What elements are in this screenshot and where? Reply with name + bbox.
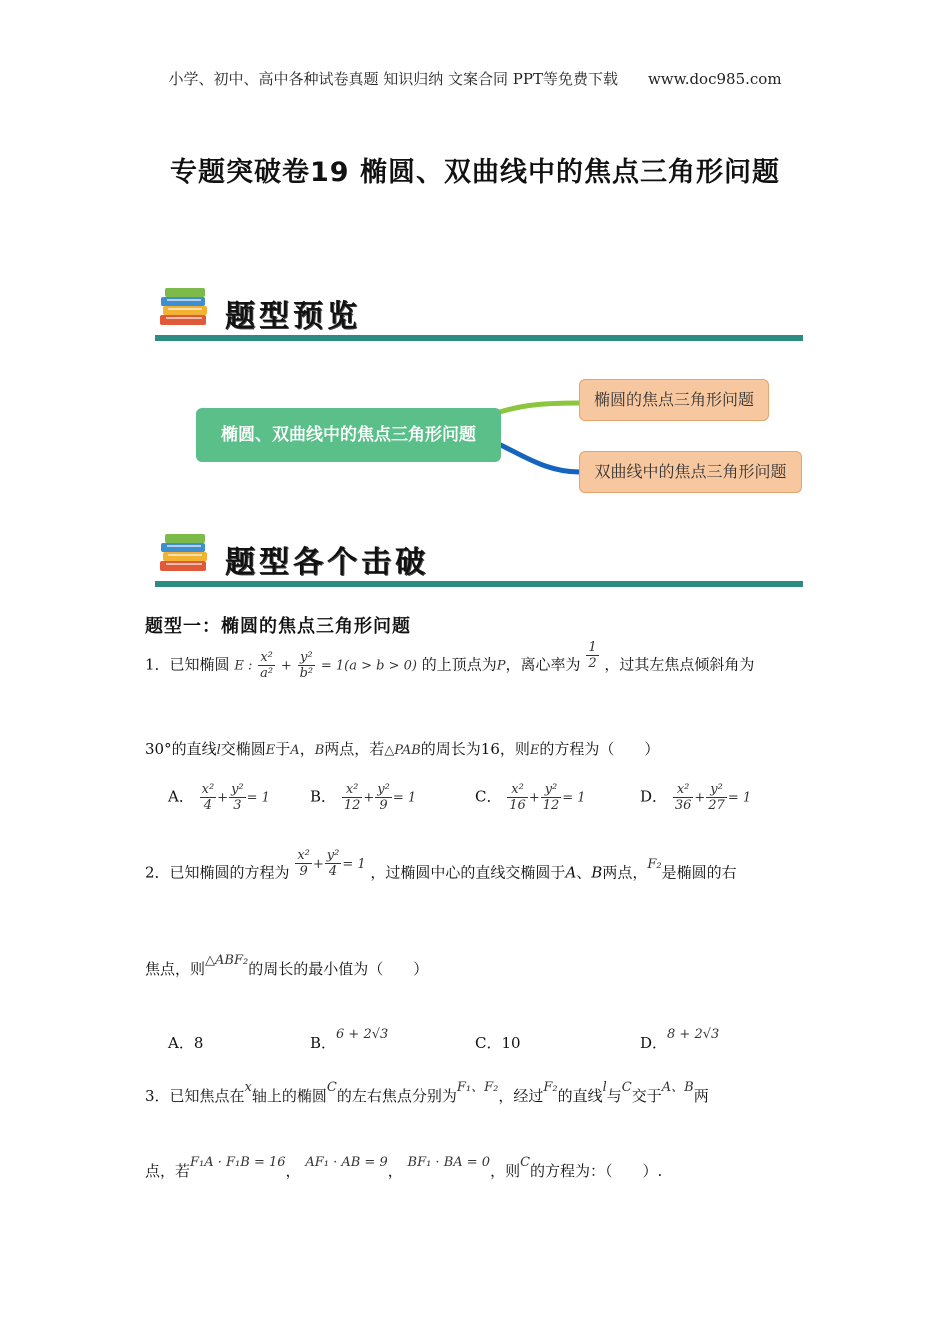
- question-1-line-2: 30°的直线l交椭圆E于A，B两点，若△PAB的周长为16，则E的方程为（ ）: [145, 740, 660, 758]
- question-2-line-2: 焦点，则△ABF₂的周长的最小值为（ ）: [145, 953, 429, 978]
- option-a[interactable]: A．8: [168, 1034, 204, 1052]
- type-one-title: 题型一：椭圆的焦点三角形问题: [145, 616, 411, 637]
- mindmap-branch-ellipse: 椭圆的焦点三角形问题: [579, 379, 769, 421]
- question-1-options: [0, 772, 950, 822]
- question-2-options: [0, 1020, 950, 1060]
- option-d[interactable]: D．8 + 2√3: [640, 1027, 720, 1052]
- section-divider: [155, 581, 803, 587]
- section-breakdown-title: 题型各个击破: [225, 545, 429, 580]
- section-divider: [155, 335, 803, 341]
- books-icon: [158, 285, 210, 331]
- books-icon: [158, 531, 210, 577]
- option-a[interactable]: A． $\frac{\text{x²}}{4}$ + $\frac{\text{y²}}{3}$ = 1: [168, 782, 270, 813]
- option-c[interactable]: C．10: [475, 1034, 521, 1052]
- mindmap-root: 椭圆、双曲线中的焦点三角形问题: [196, 408, 501, 462]
- mindmap-connectors: [490, 395, 590, 485]
- option-c[interactable]: C． $\frac{\text{x²}}{16}$ + $\frac{\text{y²}}{12}$ = 1: [475, 782, 586, 813]
- question-3-line-2: 点，若F₁A · F₁B = 16， AF₁ · AB = 9， BF₁ · BA = 0，则C的方程为：（ ）.: [145, 1155, 663, 1180]
- section-preview-title: 题型预览: [225, 299, 361, 334]
- question-2-line-1: 2．已知椭圆的方程为 $\frac{\text{x²}}{9}$ + $\frac{\text{y²}}{4}$ = 1 ，过椭圆中心的直线交椭圆于A、B两点，F₂是椭圆的右: [145, 848, 737, 882]
- option-b[interactable]: B． $\frac{\text{x²}}{12}$ + $\frac{\text{y²}}{9}$ = 1: [310, 782, 417, 813]
- option-b[interactable]: B．6 + 2√3: [310, 1027, 389, 1052]
- section-preview-header: [155, 285, 803, 341]
- question-1-line-1: 1．已知椭圆 E : $\frac{\text{x²}}{\text{a²}}$ + $\frac{\text{y²}}{\text{b²}}$ = 1(a > b > 0) 的上顶点为P，离心率为 $\frac{1}{2}$ ，过其左焦点倾斜角为: [145, 640, 755, 681]
- section-breakdown-header: [155, 531, 803, 587]
- mindmap-branch-hyperbola: 双曲线中的焦点三角形问题: [579, 451, 802, 493]
- page-header: 小学、初中、高中各种试卷真题 知识归纳 文案合同 PPT等免费下载 www.doc985.com: [168, 70, 782, 88]
- option-d[interactable]: D． $\frac{\text{x²}}{36}$ + $\frac{\text{y²}}{27}$ = 1: [640, 782, 752, 813]
- question-3-line-1: 3．已知焦点在x轴上的椭圆C的左右焦点分别为F₁、F₂，经过F₂的直线l与C交于A、B两: [145, 1080, 709, 1105]
- page-title: 专题突破卷19 椭圆、双曲线中的焦点三角形问题: [170, 157, 780, 188]
